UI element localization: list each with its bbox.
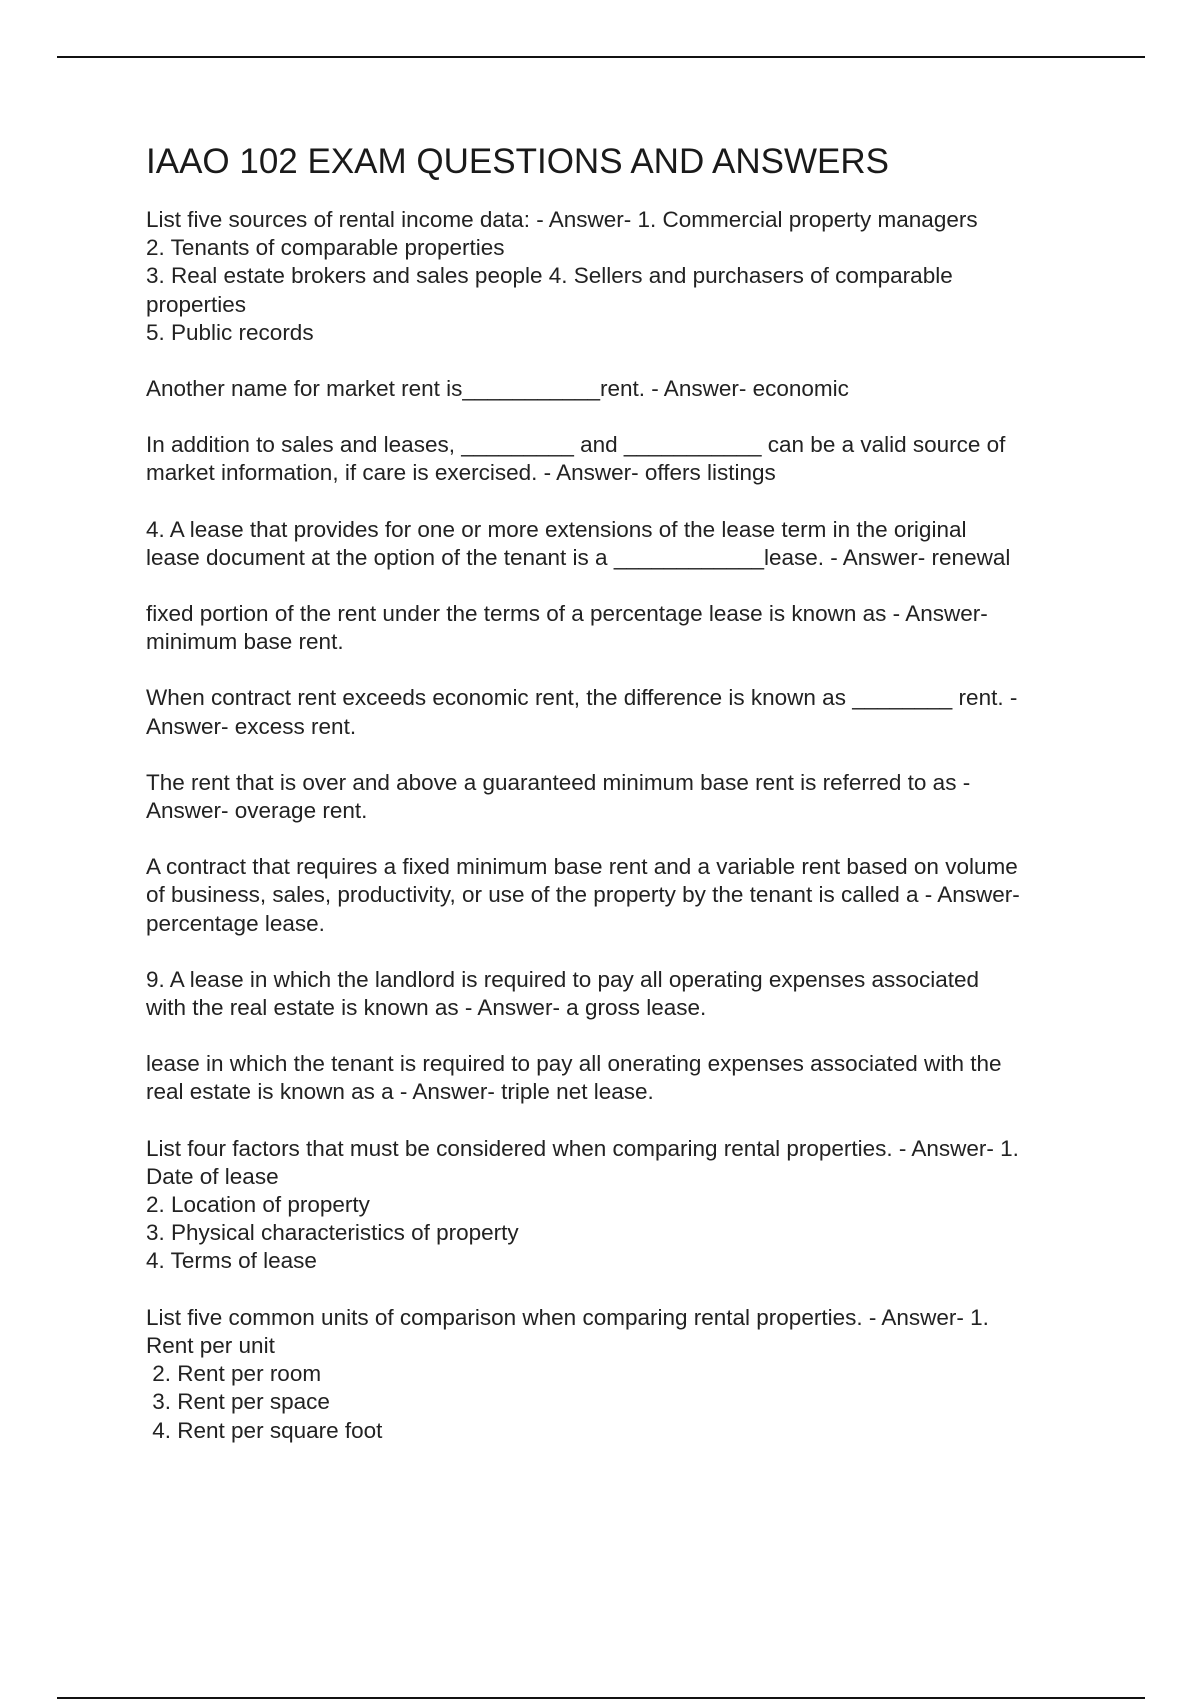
text-line: properties: [146, 291, 247, 317]
text-line: List four factors that must be considered when comparing rental properties. - Answer- 1.: [146, 1135, 1019, 1161]
text-line: 2. Tenants of comparable properties: [146, 235, 505, 261]
text-line: lease document at the option of the tenant is a ____________lease. - Answer- renewal: [146, 544, 1011, 570]
text-line: 4. Rent per square foot: [146, 1417, 383, 1443]
qa-item: [146, 1050, 1146, 1106]
top-divider: [57, 56, 1145, 58]
text-line: A contract that requires a fixed minimum base rent and a variable rent based on volume: [146, 854, 1018, 880]
qa-item: [146, 966, 1146, 1022]
text-line: 4. A lease that provides for one or more extensions of the lease term in the original: [146, 516, 967, 542]
text-line: 3. Physical characteristics of property: [146, 1220, 519, 1246]
text-line: 9. A lease in which the landlord is required to pay all operating expenses associated: [146, 966, 980, 992]
text-line: Another name for market rent is___________rent. - Answer- economic: [146, 376, 849, 402]
qa-item: [146, 1135, 1146, 1276]
qa-item: [146, 431, 1146, 487]
qa-item: [146, 206, 1146, 347]
text-line: percentage lease.: [146, 910, 325, 936]
qa-item: [146, 516, 1146, 572]
text-line: market information, if care is exercised. - Answer- offers listings: [146, 460, 776, 486]
text-line: lease in which the tenant is required to pay all onerating expenses associated with the: [146, 1051, 1002, 1077]
text-line: fixed portion of the rent under the terms of a percentage lease is known as - Answer-: [146, 601, 988, 627]
text-line: with the real estate is known as - Answer- a gross lease.: [146, 995, 707, 1021]
text-line: 3. Real estate brokers and sales people 4. Sellers and purchasers of comparable: [146, 263, 953, 289]
text-line: Answer- excess rent.: [146, 713, 357, 739]
qa-item: [146, 1304, 1146, 1445]
qa-list: [146, 206, 1146, 1445]
bottom-divider: [57, 1697, 1145, 1699]
text-line: 5. Public records: [146, 319, 314, 345]
text-line: Date of lease: [146, 1163, 279, 1189]
text-line: List five common units of comparison when comparing rental properties. - Answer- 1.: [146, 1304, 989, 1330]
text-line: Answer- overage rent.: [146, 798, 368, 824]
qa-item: [146, 375, 1146, 403]
qa-item: [146, 769, 1146, 825]
text-line: Rent per unit: [146, 1332, 275, 1358]
document-title: IAAO 102 EXAM QUESTIONS AND ANSWERS: [146, 142, 889, 181]
qa-item: [146, 853, 1146, 938]
document-body: [146, 140, 1146, 1473]
text-line: real estate is known as a - Answer- triple net lease.: [146, 1079, 654, 1105]
text-line: In addition to sales and leases, _________ and ___________ can be a valid source of: [146, 432, 1006, 458]
text-line: minimum base rent.: [146, 629, 344, 655]
text-line: 4. Terms of lease: [146, 1248, 317, 1274]
text-line: List five sources of rental income data: - Answer- 1. Commercial property managers: [146, 207, 978, 232]
qa-item: [146, 600, 1146, 656]
text-line: The rent that is over and above a guaranteed minimum base rent is referred to as -: [146, 769, 971, 795]
text-line: When contract rent exceeds economic rent, the difference is known as ________ rent. -: [146, 685, 1018, 711]
qa-item: [146, 684, 1146, 740]
text-line: 2. Rent per room: [146, 1361, 322, 1387]
text-line: 3. Rent per space: [146, 1389, 330, 1415]
text-line: 2. Location of property: [146, 1192, 370, 1218]
text-line: of business, sales, productivity, or use of the property by the tenant is called a - Answer-: [146, 882, 1020, 908]
